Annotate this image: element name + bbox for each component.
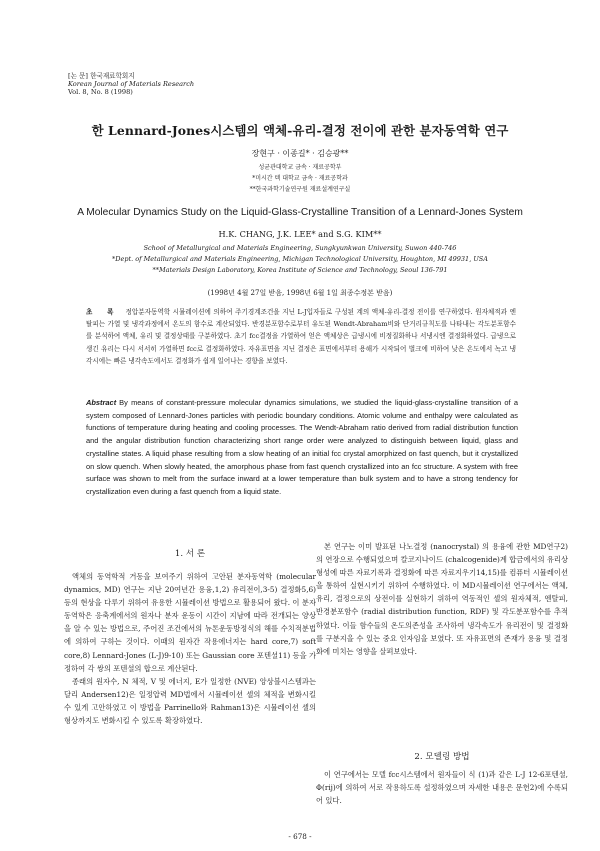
right-column <box>316 540 568 658</box>
affiliation-en-3: **Materials Design Laboratory, Korea Institute of Science and Technology, Seoul 136-791 <box>152 266 448 274</box>
abstract-ko-text: 정압분자동역학 시뮬레이션에 의하여 주기경계조건을 지닌 L-J입자들로 구성된 계의 액체-유리-결정 전이를 연구하였다. 원자체적과 엔탈피는 가열 및 냉각과정에서 온도의 함수로 계산되었다. 반경분포함수로부터 유도된 Wendt-Abraham비와 단거리규칙도를 나타내는 각도분포함수를 분석하여 액체, 유리 및 결정상태를 구분하였다. 초기 fcc결정을 가열하여 얻은 액체상은 급냉시에 비정질화하나 서냉시엔 결정화하였다. 급냉으로 생긴 유리는 다시 서서히 가열하면 fcc로 결정화하였다. 자유표면을 지닌 결정은 표면에서부터 용해가 시작되어 벌크에 비하여 낮은 온도에서 녹고 냉각시에는 빠른 냉각속도에서도 결정화가 쉽게 일어나는 경향을 보였다. <box>86 308 516 365</box>
abstract-en-text: By means of constant-pressure molecular dynamics simulations, we studied the liquid-glass-crystalline transition of a system composed of Lennard-Jones particles with periodic boundary conditions. Atomic volume and enthalpy were calculated as functions of temperature during heating and cooling processes. The Wendt-Abraham ratio derived from radial distribution function and the angular distribution function characterizing short range order were analyzed to distinguish between liquid, glass and crystalline states. A liquid phase resulting from a slow heating of an initial fcc crystal amorphized on fast quench, but it crystallized on slow quench. When slowly heated, the amorphous phase from fast quench crystallized into an fcc structure. A system with free surface was shown to melt from the surface inward at a lower temperature than bulk system and to have a strong tendency for crystallization even during a fast quench from a liquid state. <box>86 398 518 496</box>
title-english: A Molecular Dynamics Study on the Liquid-Glass-Crystalline Transition of a Lennard-Jones System <box>77 207 523 218</box>
affiliation-en-2: *Dept. of Metallurgical and Materials Engineering, Michigan Technological University, Houghton, MI 49931, USA <box>112 255 488 263</box>
journal-header <box>68 72 268 96</box>
intro-paragraph-2: 종래의 원자수, N 체적, V 및 에너지, E가 일정한 (NVE) 앙상블시스템과는 달리 Andersen12)은 일정압력 MD법에서 시뮬레이션 셀의 체적을 변화시킬 수 있게 고안하였고 이 방법을 Parrinello와 Rahman13)은 시뮬레이션 셀의 형상까지도 변화시킬 수 있도록 확장하였다. <box>64 676 316 726</box>
right-column-2 <box>316 768 568 807</box>
modeling-paragraph: 이 연구에서는 모델 fcc시스템에서 원자들이 식 (1)과 같은 L-J 12-6포텐셜, Φ(rij)에 의하여 서로 작용하도록 설정하였으며 자세한 내용은 문헌2)에 수록되어 있다. <box>316 770 568 806</box>
abstract-en-label: Abstract <box>86 398 117 407</box>
received-dates: (1998년 4월 27일 받음, 1998년 6월 1일 최종수정본 받음) <box>207 289 393 297</box>
abstract-korean <box>86 306 516 367</box>
affiliation-ko-1: 성균관대학교 금속 · 재료공학부 <box>258 164 342 171</box>
journal-volume: Vol. 8, No. 8 (1998) <box>68 88 133 96</box>
left-column <box>64 570 316 727</box>
journal-header-ko: [논 문] 한국재료학회지 <box>68 72 135 80</box>
authors-english: H.K. CHANG, J.K. LEE* and S.G. KIM** <box>218 229 382 239</box>
abstract-ko-label: 초 록 <box>86 308 120 316</box>
section-heading-introduction: 1. 서 론 <box>174 549 206 559</box>
page-number: - 678 - <box>288 832 312 841</box>
right-paragraph-1: 본 연구는 이미 발표된 나노결정 (nanocrystal) 의 용융에 관한 MD연구2)의 연장으로 수행되었으며 칼코지나이드 (chalcogenide)계 합금에서의 유리상형성에 따른 자료기록과 결정화에 따른 자료지우기14,15)를 컴퓨터 시뮬레이션을 통하여 실현시키기 위하여 수행하였다. 이 MD시뮬레이션 연구에서는 액체, 유리, 결정으로의 상전이를 실현하기 위하여 역동적인 셀의 원자체적, 엔탈피, 반경분포함수 (radial distribution function, RDF) 및 각도분포함수를 추적하였다. 이들 함수들의 온도의존성을 조사하여 냉각속도가 유리전이 및 결정화를 구분지을 수 있는 중요 인자임을 보였다. 또 자유표면의 존재가 용융 및 결정화에 미치는 영향을 살펴보았다. <box>316 542 568 656</box>
affiliation-ko-3: **한국과학기술연구원 재료설계연구실 <box>249 186 351 193</box>
journal-name-en: Korean Journal of Materials Research <box>68 80 195 88</box>
intro-paragraph-1: 액체의 동역학적 거동을 보여주기 위하여 고안된 분자동역학 (molecular dynamics, MD) 연구는 지난 20여년간 용융,1,2) 유리전이,3-5) 결정화5,6) 등의 현상을 다루기 위하여 유용한 시뮬레이션 방법으로 활용되어 왔다. 이 분자동역학은 응축계에서의 원자나 분자 운동이 시간이 지남에 따라 전개되는 양상을 알 수 있는 방법으로, 주어진 조건에서의 뉴톤운동방정식의 해를 수치적분법에 의하여 구하는 것이다. 이때의 원자간 작용에너지는 hard core,7) soft core,8) Lennard-Jones (L-J)9-10) 또는 Gaussian core 포텐셜11) 등을 가정하여 각 쌍의 포텐셜의 합으로 계산된다. <box>64 572 316 673</box>
affiliation-ko-2: *미시간 텍 대학교 금속 · 재료공학과 <box>252 175 348 182</box>
abstract-english <box>86 397 518 499</box>
section-heading-modeling: 2. 모델링 방법 <box>414 752 470 762</box>
authors-korean: 장현구 · 이종길* · 김승광** <box>251 149 349 158</box>
affiliation-en-1: School of Metallurgical and Materials Engineering, Sungkyunkwan University, Suwon 440-746 <box>143 244 457 252</box>
title-korean: 한 Lennard-Jones시스템의 액체-유리-결정 전이에 관한 분자동역학 연구 <box>91 123 509 138</box>
